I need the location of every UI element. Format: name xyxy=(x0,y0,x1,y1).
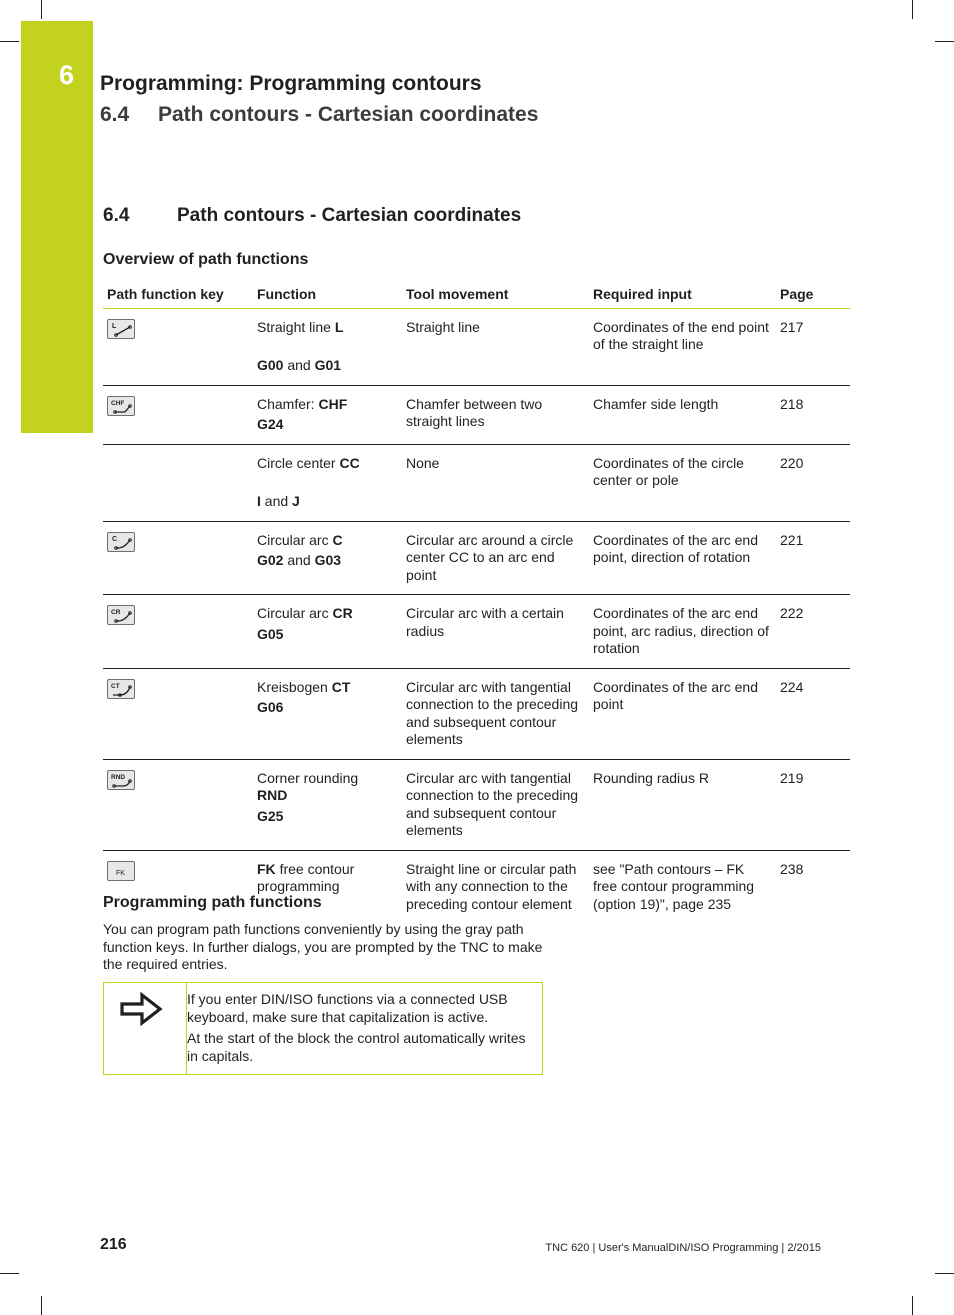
function-gcode: I and J xyxy=(257,493,300,509)
crop-mark xyxy=(0,41,19,42)
page-cell: 221 xyxy=(776,521,850,595)
note-paragraph: If you enter DIN/ISO functions via a connected USB keyboard, make sure that capitalization is active. xyxy=(187,991,508,1025)
fk-key-icon[interactable] xyxy=(107,861,135,881)
function-code: FK xyxy=(257,860,276,877)
page-number: 216 xyxy=(100,1236,127,1253)
function-cell xyxy=(253,595,402,669)
key-cell xyxy=(103,759,253,850)
table-row xyxy=(103,521,850,595)
function-label: Circle center xyxy=(257,454,336,471)
section-number: 6.4 xyxy=(103,205,130,226)
function-gcode: G06 xyxy=(257,699,284,715)
column-header: Path function key xyxy=(103,281,253,308)
function-cell xyxy=(253,308,402,385)
movement-cell: Circular arc with a certain radius xyxy=(402,595,589,669)
programming-text: You can program path functions conveniently by using the gray path function keys. In further dialogs, you are prompted by the TNC to make the required entries. xyxy=(103,921,543,972)
svg-text:CHF: CHF xyxy=(111,399,125,407)
section-title: Path contours - Cartesian coordinates xyxy=(177,205,522,226)
function-label: Circular arc xyxy=(257,531,329,548)
chapter-title: Programming: Programming contours xyxy=(100,72,482,95)
column-header: Required input xyxy=(589,281,776,308)
running-section-number: 6.4 xyxy=(100,103,130,126)
key-cell xyxy=(103,444,253,521)
movement-cell: None xyxy=(402,444,589,521)
section-heading xyxy=(103,205,521,227)
key-cell xyxy=(103,850,253,923)
input-cell: Coordinates of the arc end point, arc radius, direction of rotation xyxy=(589,595,776,669)
line-key-icon[interactable] xyxy=(107,319,135,339)
arrow-right-icon xyxy=(120,991,164,1034)
function-gcode: G25 xyxy=(257,807,284,824)
movement-cell: Chamfer between two straight lines xyxy=(402,385,589,444)
function-gcode: G05 xyxy=(257,625,284,642)
crop-mark xyxy=(41,1296,42,1315)
table-row xyxy=(103,759,850,850)
note-box xyxy=(103,982,543,1075)
function-cell xyxy=(253,850,402,923)
function-code: L xyxy=(334,318,344,335)
movement-cell: Circular arc around a circle center CC to an arc end point xyxy=(402,521,589,595)
key-cell xyxy=(103,668,253,759)
path-functions-table xyxy=(103,281,850,923)
table-row xyxy=(103,385,850,444)
crop-mark xyxy=(912,1296,913,1315)
circular-arc-radius-key-icon[interactable] xyxy=(107,605,135,625)
input-cell: see "Path contours – FK free contour programming (option 19)", page 235 xyxy=(593,860,755,912)
input-cell: Rounding radius R xyxy=(589,759,776,850)
input-cell: Coordinates of the circle center or pole xyxy=(589,444,776,521)
corner-rounding-key-icon[interactable] xyxy=(107,770,135,790)
table-row xyxy=(103,595,850,669)
function-code: CHF xyxy=(318,395,348,412)
overview-heading: Overview of path functions xyxy=(103,251,309,268)
svg-text:CT: CT xyxy=(111,682,120,690)
key-cell xyxy=(103,595,253,669)
programming-heading: Programming path functions xyxy=(103,894,322,911)
running-section-title: Path contours - Cartesian coordinates xyxy=(158,103,539,126)
chapter-tab xyxy=(21,21,93,433)
function-cell xyxy=(253,385,402,444)
note-text xyxy=(187,991,537,1069)
function-code: CC xyxy=(339,454,360,471)
circular-arc-key-icon[interactable] xyxy=(107,532,135,552)
crop-mark xyxy=(935,41,954,42)
page-cell: 217 xyxy=(776,308,850,385)
function-gcode: G02 and G03 xyxy=(257,552,342,568)
svg-text:RND: RND xyxy=(111,773,126,781)
page-cell: 238 xyxy=(780,860,804,877)
key-cell xyxy=(103,521,253,595)
table-row xyxy=(103,444,850,521)
function-gcode: G24 xyxy=(257,416,284,432)
chamfer-key-icon[interactable] xyxy=(107,396,135,416)
table-row xyxy=(103,308,850,385)
function-cell xyxy=(253,521,402,595)
footer-text: TNC 620 | User's ManualDIN/ISO Programming | 2/2015 xyxy=(545,1242,821,1254)
input-cell: Chamfer side length xyxy=(589,385,776,444)
table-header-row xyxy=(103,281,850,308)
svg-text:FK: FK xyxy=(116,869,125,877)
svg-text:C: C xyxy=(112,535,118,543)
input-cell: Coordinates of the arc end point, direction of rotation xyxy=(589,521,776,595)
note-paragraph: At the start of the block the control automatically writes in capitals. xyxy=(187,1030,526,1064)
movement-cell: Circular arc with tangential connection to the preceding and subsequent contour elements xyxy=(402,668,589,759)
column-header: Page xyxy=(776,281,850,308)
function-code: CT xyxy=(331,678,351,695)
tangential-arc-key-icon[interactable] xyxy=(107,679,135,699)
page-cell: 220 xyxy=(776,444,850,521)
crop-mark xyxy=(41,0,42,19)
function-label: free contour programming xyxy=(257,860,355,894)
input-cell: Coordinates of the end point of the straight line xyxy=(589,308,776,385)
key-cell xyxy=(103,308,253,385)
crop-mark xyxy=(0,1273,19,1274)
movement-cell: Straight line or circular path with any connection to the preceding contour element xyxy=(406,860,577,912)
function-label: Corner rounding xyxy=(257,769,359,786)
svg-text:CR: CR xyxy=(111,609,121,616)
running-section-header xyxy=(100,103,538,127)
table-row xyxy=(103,668,850,759)
function-label: Kreisbogen xyxy=(257,678,328,695)
function-gcode: G00 and G01 xyxy=(257,357,342,373)
crop-mark xyxy=(935,1273,954,1274)
page-cell: 218 xyxy=(776,385,850,444)
key-cell xyxy=(103,385,253,444)
movement-cell: Circular arc with tangential connection to the preceding and subsequent contour elements xyxy=(402,759,589,850)
page-cell: 224 xyxy=(776,668,850,759)
page-cell: 219 xyxy=(776,759,850,850)
column-header: Function xyxy=(253,281,402,308)
function-cell xyxy=(253,668,402,759)
svg-text:L: L xyxy=(112,322,117,330)
chapter-number: 6 xyxy=(59,60,75,90)
page-cell: 222 xyxy=(776,595,850,669)
column-header: Tool movement xyxy=(402,281,589,308)
table-row xyxy=(103,850,850,923)
function-label: Straight line xyxy=(257,318,331,335)
crop-mark xyxy=(912,0,913,19)
function-label: Chamfer: xyxy=(257,395,315,412)
function-code: RND xyxy=(257,787,288,803)
function-code: CR xyxy=(332,605,353,621)
input-cell: Coordinates of the arc end point xyxy=(589,668,776,759)
function-cell xyxy=(253,759,402,850)
function-cell xyxy=(253,444,402,521)
movement-cell: Straight line xyxy=(402,308,589,385)
function-label: Circular arc xyxy=(257,605,329,621)
function-code: C xyxy=(332,531,343,548)
